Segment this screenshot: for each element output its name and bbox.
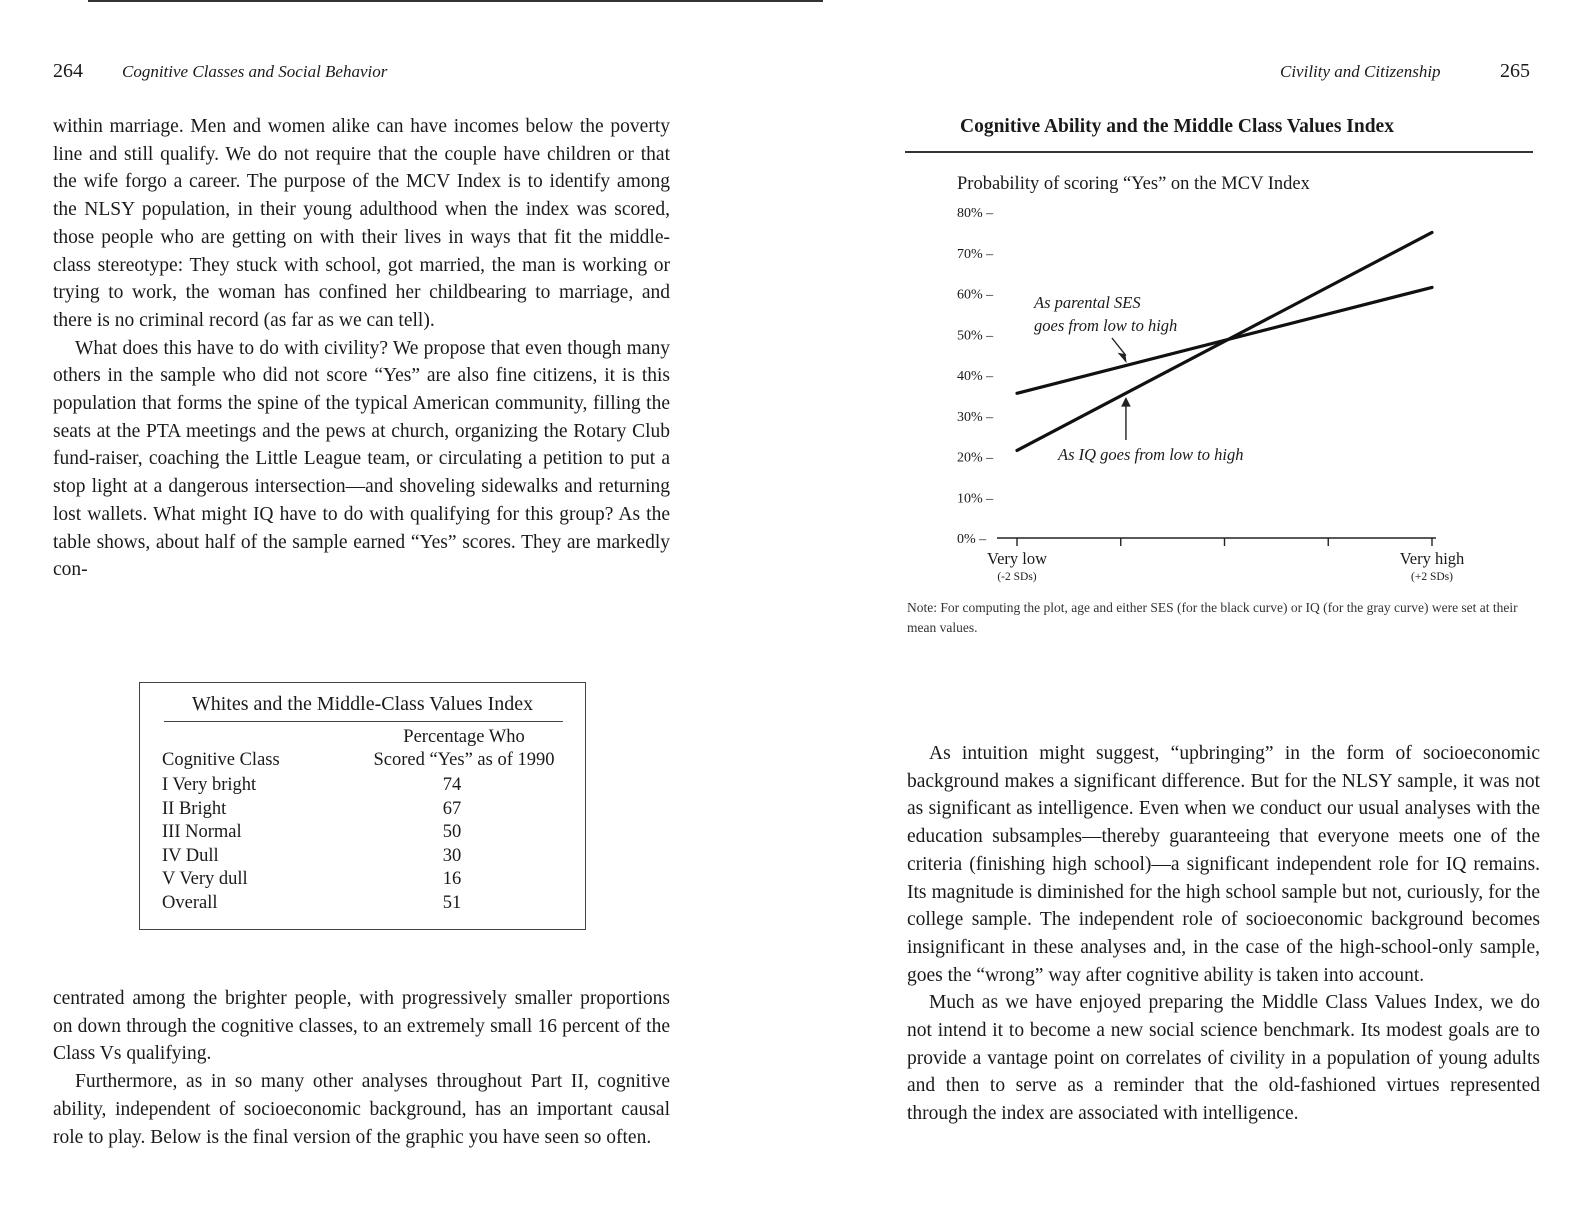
- y-tick-label: 30% –: [957, 409, 994, 425]
- y-tick-label: 20% –: [957, 450, 994, 466]
- paragraph: Much as we have enjoyed preparing the Middle Class Values Index, we do not intend it to become a new social science benchmark. Its modest goals are to provide a vantage point on correlates of civility in a population of young adults and then to serve as a reminder that the old-fashioned virtues represented through the index are associated with intelligence.: [907, 992, 1540, 1125]
- y-tick-label: 80% –: [957, 206, 994, 221]
- body-text-left-top: [53, 113, 670, 584]
- row-label: III Normal: [162, 822, 242, 842]
- row-value: 51: [442, 892, 462, 913]
- mcv-line-chart: [790, 0, 1582, 600]
- y-tick-label: 50% –: [957, 328, 994, 344]
- row-label: V Very dull: [162, 869, 248, 889]
- table-col1-header: Cognitive Class: [162, 750, 280, 770]
- table-row: [162, 869, 572, 893]
- running-head-right: Civility and Citizenship: [1280, 62, 1441, 81]
- x-tick-sublabel-high: (+2 SDs): [1411, 571, 1453, 583]
- right-page: [790, 0, 1582, 1220]
- body-text-right: [907, 740, 1540, 1128]
- ses-annotation-arrow-head: [1119, 354, 1126, 362]
- table-row: [162, 799, 572, 823]
- table-row: [162, 822, 572, 846]
- iq-annotation: As IQ goes from low to high: [1058, 445, 1244, 464]
- x-tick-label-high: Very high: [1399, 549, 1465, 568]
- y-tick-label: 60% –: [957, 287, 994, 303]
- chart-title: Cognitive Ability and the Middle Class Values Index: [960, 116, 1394, 137]
- chart-note: Note: For computing the plot, age and either SES (for the black curve) or IQ (for the gray curve) were set at their mean values.: [907, 600, 1518, 635]
- paragraph: Furthermore, as in so many other analyses throughout Part II, cognitive ability, independent of socioeconomic background, has an important causal role to play. Below is the final version of the graphic you have seen so often.: [53, 1071, 670, 1148]
- table-row: [162, 775, 572, 799]
- running-head-left: Cognitive Classes and Social Behavior: [122, 62, 388, 81]
- row-value: 50: [442, 822, 462, 842]
- row-value: 67: [442, 798, 462, 819]
- ses-annotation-arrow-shaft: [1112, 338, 1126, 356]
- page-number-right: 265: [1500, 60, 1530, 82]
- table-row: [162, 893, 572, 917]
- paragraph: centrated among the brighter people, with progressively smaller proportions on down through the cognitive classes, to an extremely small 16 percent of the Class Vs qualifying.: [53, 988, 670, 1065]
- table-rule: [164, 721, 563, 722]
- left-page: [0, 0, 780, 1220]
- chart-y-label: Probability of scoring “Yes” on the MCV Index: [957, 174, 1310, 194]
- row-value: 16: [442, 869, 462, 889]
- row-label: IV Dull: [162, 845, 219, 866]
- page-number-left: 264: [53, 60, 83, 82]
- y-tick-label: 10% –: [957, 491, 994, 507]
- mcv-table: [139, 682, 586, 930]
- row-label: Overall: [162, 892, 218, 913]
- table-row: [162, 846, 572, 870]
- paragraph: As intuition might suggest, “upbringing” in the form of socioeconomic background makes a significant difference. But for the NLSY sample, it was not as significant as intelligence. Even when we conduct our usual analyses with the education subsamples—thereby guaranteeing that everyone meets one of the criteria (finishing high school)—a significant independent role for IQ remains. Its magnitude is diminished for the high school sample but not, curiously, for the college sample. The independent role of socioeconomic background becomes insignificant in these analyses and, in the case of the high-school-only sample, goes the “wrong” way after cognitive ability is taken into account.: [907, 743, 1540, 986]
- paragraph: What does this have to do with civility? We propose that even though many others in the sample who did not score “Yes” are also fine citizens, it is this population that forms the spine of the typical American community, filling the seats at the PTA meetings and the pews at church, organizing the Rotary Club fund-raiser, coaching the Little League team, or circulating a petition to put a stop light at a dangerous intersection—and shoveling sidewalks and returning lost wallets. What might IQ have to do with qualifying for this group? As the table shows, about half of the sample earned “Yes” scores. They are markedly con-: [53, 337, 670, 581]
- x-tick-sublabel-low: (-2 SDs): [997, 571, 1037, 583]
- y-tick-label: 0% –: [957, 532, 987, 547]
- table-col2-header-line1: Percentage Who: [403, 727, 525, 747]
- ses-annotation-line2: goes from low to high: [1034, 316, 1178, 335]
- iq-annotation-arrow-head: [1122, 398, 1130, 406]
- y-tick-label: 70% –: [957, 246, 994, 262]
- body-text-left-bottom: [53, 985, 670, 1151]
- y-tick-label: 40% –: [957, 369, 994, 384]
- table-col2-header-line2: Scored “Yes” as of 1990: [373, 750, 555, 770]
- row-label: I Very bright: [162, 775, 257, 795]
- table-title: Whites and the Middle-Class Values Index: [191, 693, 534, 715]
- paragraph: within marriage. Men and women alike can have incomes below the poverty line and still qualify. We do not require that the couple have children or that the wife forgo a career. The purpose of the MCV Index is to identify among the NLSY population, in their young adulthood when the index was scored, those people who are getting on with their lives in ways that fit the middle-class stereotype: They stuck with school, got married, the man is working or trying to work, the woman has confined her childbearing to marriage, and there is no criminal record (as far as we can tell).: [53, 116, 670, 331]
- row-label: II Bright: [162, 798, 227, 819]
- row-value: 74: [442, 775, 462, 795]
- ses-annotation-line1: As parental SES: [1034, 293, 1141, 312]
- table-body: [162, 775, 572, 916]
- row-value: 30: [442, 845, 462, 866]
- x-tick-label-low: Very low: [986, 549, 1048, 568]
